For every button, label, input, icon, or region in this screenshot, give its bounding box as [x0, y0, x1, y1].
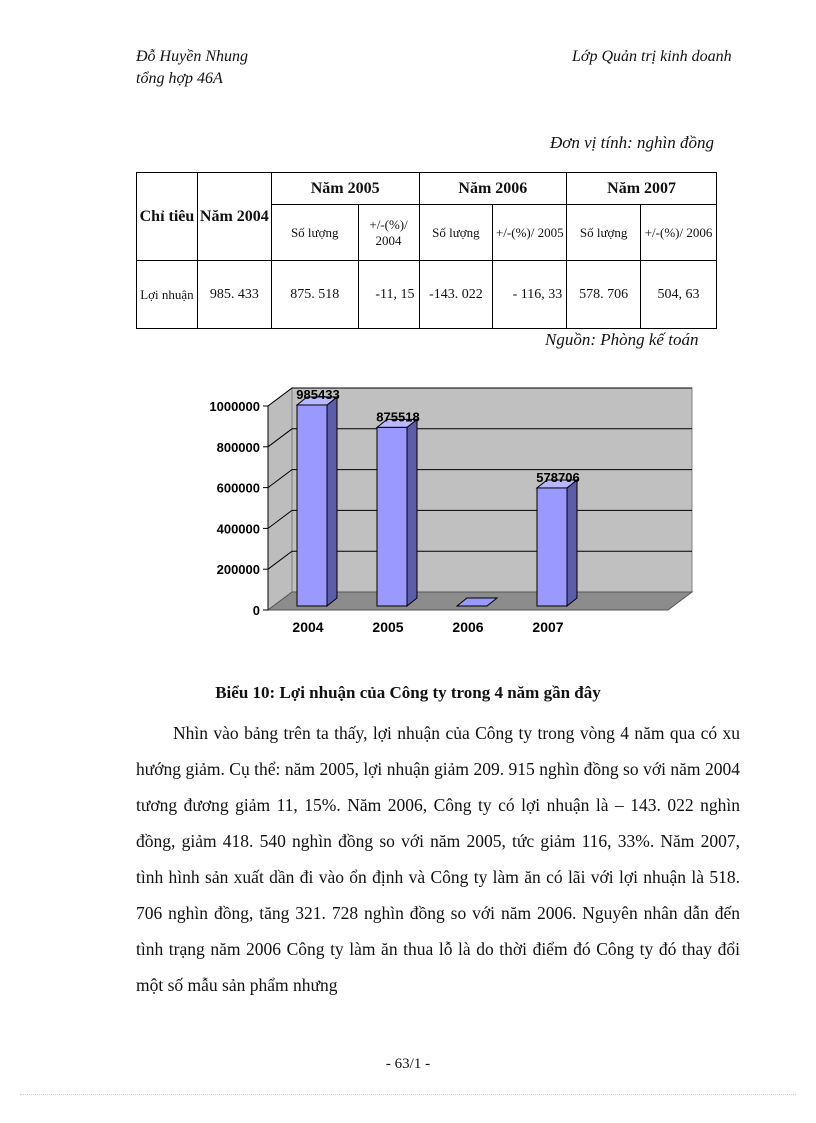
cell-2006: -143. 022 — [419, 261, 493, 329]
subheader-qty-2007: Số lượng — [567, 205, 641, 261]
x-tick-label: 2005 — [372, 619, 404, 635]
subheader-pct-2005: +/-(%)/ 2004 — [358, 205, 419, 261]
header-year-2007: Năm 2007 — [567, 173, 717, 205]
y-tick-label: 600000 — [216, 480, 260, 496]
y-tick-label: 200000 — [216, 562, 260, 578]
chart-back-wall — [292, 388, 692, 592]
profit-bar-chart — [190, 378, 710, 648]
bar — [377, 427, 407, 606]
cell-2004: 985. 433 — [197, 261, 271, 329]
cell-2005: 875. 518 — [271, 261, 358, 329]
subheader-pct-2007: +/-(%)/ 2006 — [641, 205, 717, 261]
source-note: Nguồn: Phòng kế toán — [545, 330, 699, 349]
data-label: 875518 — [376, 409, 420, 425]
y-tick-label: 0 — [252, 603, 260, 618]
header-year-2005: Năm 2005 — [271, 173, 419, 205]
y-tick-label: 400000 — [216, 521, 260, 537]
header-class-line: tổng hợp 46A — [136, 70, 223, 87]
bar-side — [407, 419, 417, 606]
header-indicator: Chỉ tiêu — [137, 173, 198, 261]
page-number: - 63/1 - — [385, 1056, 431, 1072]
cell-pct-2006: - 116, 33 — [493, 261, 567, 329]
subheader-pct-2006: +/-(%)/ 2005 — [493, 205, 567, 261]
y-tick-label: 1000000 — [209, 399, 260, 414]
bar — [537, 488, 567, 606]
chart-side-wall — [268, 388, 292, 610]
bar-side — [327, 397, 337, 606]
x-tick-label: 2007 — [532, 619, 564, 635]
header-author: Đỗ Huyền Nhung — [136, 48, 248, 65]
header-year-2004: Năm 2004 — [197, 173, 271, 261]
header-class-name: Lớp Quản trị kinh doanh — [572, 48, 732, 65]
paragraph-text: Nhìn vào bảng trên ta thấy, lợi nhuận của Công ty trong vòng 4 năm qua có xu hướng giảm. Cụ thể: năm 2005, lợi nhuận giảm 209. 915 nghìn đồng so với năm 2004 tương đương giảm 11, 15%. Năm 2006, Công ty có lợi nhuận là – 143. 022 nghìn đồng, giảm 418. 540 nghìn đồng so với năm 2005, tức giảm 116, 33%. Năm 2007, tình hình sản xuất dần đi vào ổn định và Công ty làm ăn có lãi với lợi nhuận là 518. 706 nghìn đồng, tăng 321. 728 nghìn đồng so với năm 2006. Nguyên nhân dẫn đến tình trạng năm 2006 Công ty làm ăn thua lỗ là do thời điểm đó Công ty đó thay đổi một số mẫu sản phẩm nhưng — [136, 723, 740, 995]
bar — [297, 405, 327, 606]
cell-pct-2007: 504, 63 — [641, 261, 717, 329]
data-label: 985433 — [296, 386, 340, 402]
unit-note: Đơn vị tính: nghìn đồng — [550, 133, 714, 152]
y-tick-label: 800000 — [216, 439, 260, 455]
subheader-qty-2005: Số lượng — [271, 205, 358, 261]
footer-divider — [20, 1094, 796, 1095]
subheader-qty-2006: Số lượng — [419, 205, 493, 261]
profit-table — [136, 172, 717, 329]
cell-2007: 578. 706 — [567, 261, 641, 329]
row-label: Lợi nhuận — [137, 261, 198, 329]
bar-side — [567, 480, 577, 606]
body-paragraph — [136, 715, 740, 1003]
data-label: 578706 — [536, 469, 580, 485]
chart-caption: Biểu 10: Lợi nhuận của Công ty trong 4 năm gần đây — [215, 683, 601, 702]
x-tick-label: 2004 — [292, 619, 324, 635]
x-tick-label: 2006 — [452, 619, 484, 635]
header-year-2006: Năm 2006 — [419, 173, 567, 205]
cell-pct-2005: -11, 15 — [358, 261, 419, 329]
